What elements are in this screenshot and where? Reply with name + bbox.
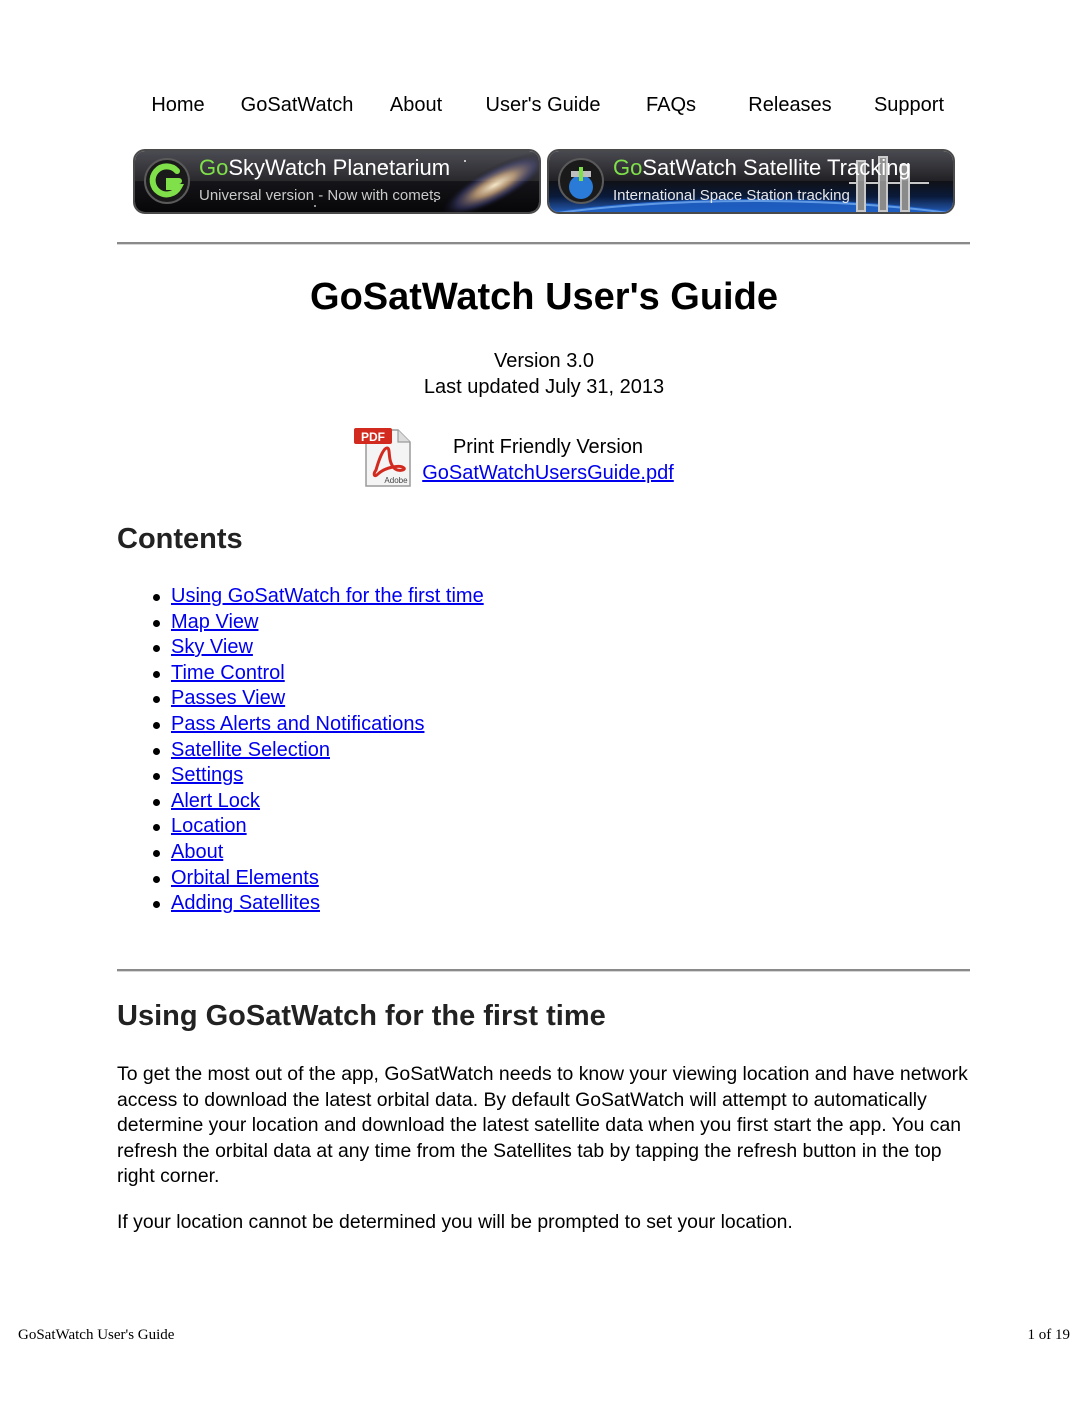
gosatwatch-banner[interactable] — [547, 149, 955, 214]
toc-link-sky-view[interactable]: Sky View — [171, 636, 253, 659]
last-updated-text: Last updated July 31, 2013 — [423, 376, 665, 398]
list-item — [150, 610, 484, 636]
list-item — [150, 712, 484, 738]
divider — [117, 969, 970, 972]
goskywatch-banner[interactable] — [133, 149, 541, 214]
toc-link-about[interactable]: About — [171, 840, 224, 863]
footer-doc-title: GoSatWatch User's Guide — [18, 1327, 175, 1343]
list-item — [150, 866, 484, 892]
toc-link-orbital-elements[interactable]: Orbital Elements — [171, 866, 319, 889]
pdf-download-link[interactable]: GoSatWatchUsersGuide.pdf — [422, 462, 674, 484]
toc-link-pass-alerts[interactable]: Pass Alerts and Notifications — [171, 712, 425, 735]
nav-support-link[interactable]: Support — [873, 94, 945, 116]
section-paragraph: If your location cannot be determined you will be prompted to set your location. — [117, 1211, 793, 1233]
footer-page-number: 1 of 19 — [1027, 1327, 1070, 1343]
page-title: GoSatWatch User's Guide — [310, 276, 778, 318]
list-item — [150, 814, 484, 840]
pdf-icon[interactable] — [354, 426, 414, 488]
print-friendly-block — [414, 434, 682, 486]
section-heading: Using GoSatWatch for the first time — [117, 1000, 606, 1032]
list-item — [150, 789, 484, 815]
goskywatch-banner-title: GoSkyWatch Planetarium — [199, 155, 451, 180]
toc-link-time-control[interactable]: Time Control — [171, 661, 285, 684]
toc-link-adding-satellites[interactable]: Adding Satellites — [171, 892, 320, 915]
nav-home-link[interactable]: Home — [151, 94, 205, 116]
list-item — [150, 686, 484, 712]
toc-link-first-time[interactable]: Using GoSatWatch for the first time — [171, 585, 484, 607]
svg-text:PDF: PDF — [361, 430, 385, 444]
list-item — [150, 763, 484, 789]
contents-heading: Contents — [117, 523, 243, 555]
list-item — [150, 891, 484, 917]
gosatwatch-banner-subtitle: International Space Station tracking — [613, 187, 850, 204]
section-paragraph: To get the most out of the app, GoSatWatch needs to know your viewing location and have network access to download the latest orbital data. By default GoSatWatch will attempt to automatically determine your location and download the latest satellite data when you first start the app. You can refresh the orbital data at any time from the Satellites tab by tapping the refresh button in the top right corner. — [117, 1063, 968, 1187]
print-friendly-label: Print Friendly Version — [452, 436, 644, 458]
toc-link-location[interactable]: Location — [171, 815, 247, 838]
toc-link-satellite-selection[interactable]: Satellite Selection — [171, 738, 330, 761]
gosatwatch-logo-icon — [557, 157, 605, 205]
nav-users-guide-link[interactable]: User's Guide — [485, 94, 601, 116]
list-item — [150, 584, 484, 610]
goskywatch-logo-icon — [143, 157, 191, 205]
contents-list — [150, 584, 484, 917]
svg-text:Adobe: Adobe — [384, 476, 408, 485]
toc-link-alert-lock[interactable]: Alert Lock — [171, 789, 260, 812]
list-item — [150, 635, 484, 661]
toc-link-passes-view[interactable]: Passes View — [171, 687, 286, 710]
list-item — [150, 738, 484, 764]
toc-link-settings[interactable]: Settings — [171, 764, 244, 787]
top-nav — [0, 94, 1088, 124]
goskywatch-banner-subtitle: Universal version - Now with comets — [199, 187, 441, 204]
nav-releases-link[interactable]: Releases — [748, 94, 832, 116]
nav-about-link[interactable]: About — [389, 94, 443, 116]
gosatwatch-banner-title: GoSatWatch Satellite Tracking — [613, 155, 911, 180]
list-item — [150, 661, 484, 687]
list-item — [150, 840, 484, 866]
nav-gosatwatch-link[interactable]: GoSatWatch — [240, 94, 354, 116]
toc-link-map-view[interactable]: Map View — [171, 610, 259, 633]
nav-faqs-link[interactable]: FAQs — [645, 94, 697, 116]
divider — [117, 242, 970, 245]
version-text: Version 3.0 — [493, 350, 595, 372]
